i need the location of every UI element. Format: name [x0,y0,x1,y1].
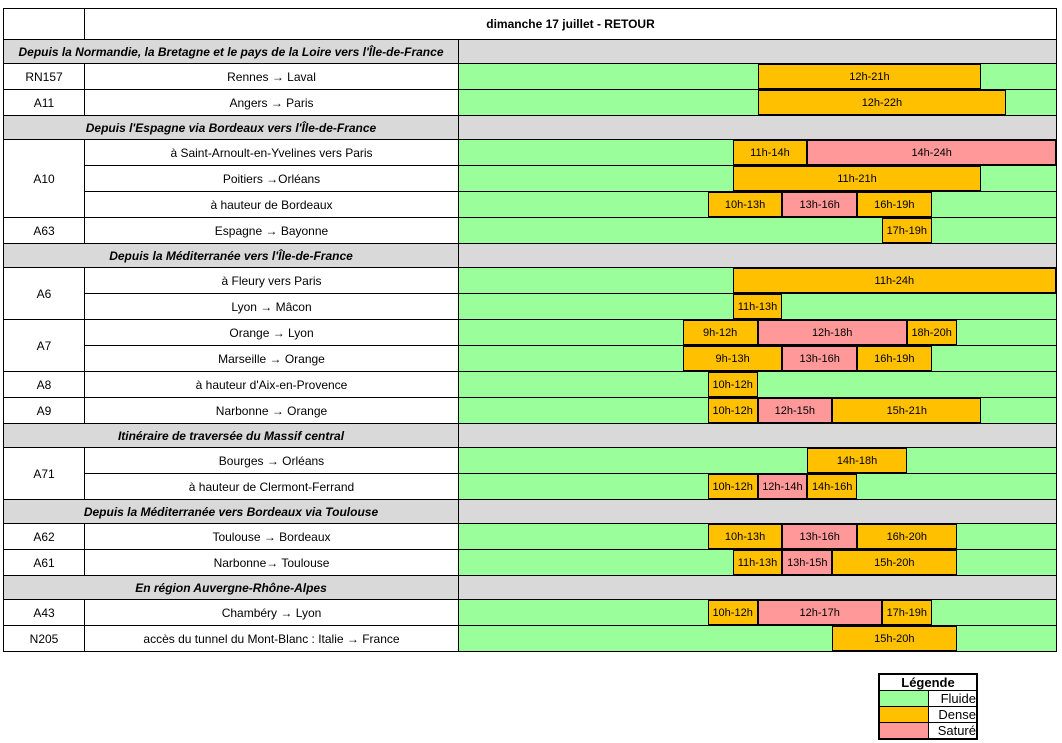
route-row [4,550,1057,576]
route-cell: accès du tunnel du Mont-Blanc : Italie → France [85,626,459,652]
traffic-segment-dense: 11h-13h [733,550,783,575]
section-header-label: Itinéraire de traversée du Massif central [4,424,459,448]
road-cell: A63 [4,218,85,244]
traffic-table [3,8,1057,652]
section-header-label: Depuis la Méditerranée vers Bordeaux via Toulouse [4,500,459,524]
legend-swatch-fluide [879,691,928,707]
route-row [4,346,1057,372]
traffic-segment-dense: 12h-22h [758,90,1007,115]
table-title: dimanche 17 juillet - RETOUR [85,9,1057,40]
timeline-cell [459,448,1057,474]
traffic-segment-dense: 17h-19h [882,600,932,625]
route-cell: à Saint-Arnoult-en-Yvelines vers Paris [85,140,459,166]
road-cell: N205 [4,626,85,652]
route-cell: à hauteur de Clermont-Ferrand [85,474,459,500]
route-cell: Narbonne → Orange [85,398,459,424]
route-cell: Orange → Lyon [85,320,459,346]
route-cell: à Fleury vers Paris [85,268,459,294]
traffic-segment-dense: 9h-12h [683,320,758,345]
section-row [4,576,1057,600]
traffic-segment-dense: 17h-19h [882,218,932,243]
section-header-timeline [459,576,1057,600]
legend-title: Légende [879,674,977,691]
legend-row [879,723,977,740]
road-cell: A6 [4,268,85,320]
legend-title-row [879,674,977,691]
timeline-cell [459,192,1057,218]
section-header-timeline [459,244,1057,268]
route-cell: Rennes → Laval [85,64,459,90]
section-header-timeline [459,116,1057,140]
traffic-segment-sature: 12h-14h [758,474,808,499]
table-body [4,9,1057,652]
section-row [4,116,1057,140]
legend-body [879,674,977,739]
traffic-segment-dense: 10h-12h [708,600,758,625]
legend [878,673,978,740]
timeline-cell [459,474,1057,500]
road-cell: A62 [4,524,85,550]
traffic-segment-dense: 16h-19h [857,346,932,371]
title-row [4,9,1057,40]
road-cell: A71 [4,448,85,500]
route-row [4,320,1057,346]
timeline-cell [459,372,1057,398]
traffic-segment-dense: 15h-20h [832,550,956,575]
traffic-segment-sature: 13h-16h [782,524,857,549]
road-cell: A9 [4,398,85,424]
timeline-cell [459,218,1057,244]
road-cell: A7 [4,320,85,372]
traffic-segment-dense: 11h-13h [733,294,783,319]
route-row [4,268,1057,294]
legend-swatch-sature [879,723,928,740]
timeline-cell [459,550,1057,576]
legend-label: Saturé [928,723,977,740]
section-header-timeline [459,500,1057,524]
traffic-segment-dense: 10h-12h [708,474,758,499]
legend-row [879,691,977,707]
timeline-cell [459,166,1057,192]
timeline-cell [459,268,1057,294]
traffic-segment-sature: 13h-16h [782,192,857,217]
timeline-cell [459,140,1057,166]
traffic-segment-dense: 15h-21h [832,398,981,423]
traffic-segment-dense: 16h-20h [857,524,957,549]
timeline-cell [459,398,1057,424]
traffic-segment-dense: 9h-13h [683,346,783,371]
traffic-segment-dense: 11h-14h [733,140,808,165]
route-row [4,166,1057,192]
traffic-segment-dense: 11h-24h [733,268,1056,293]
route-row [4,90,1057,116]
legend-row [879,707,977,723]
route-cell: Espagne → Bayonne [85,218,459,244]
timeline-cell [459,346,1057,372]
section-header-timeline [459,40,1057,64]
traffic-segment-dense: 10h-12h [708,372,758,397]
road-cell: A8 [4,372,85,398]
traffic-segment-dense: 12h-21h [758,64,982,89]
traffic-segment-sature: 13h-15h [782,550,832,575]
timeline-cell [459,90,1057,116]
route-row [4,448,1057,474]
route-cell: Narbonne→ Toulouse [85,550,459,576]
route-row [4,398,1057,424]
route-row [4,64,1057,90]
route-row [4,218,1057,244]
section-row [4,244,1057,268]
route-cell: Poitiers →Orléans [85,166,459,192]
section-header-label: Depuis l'Espagne via Bordeaux vers l'Île-de-France [4,116,459,140]
road-cell: A10 [4,140,85,218]
road-cell: A11 [4,90,85,116]
route-cell: Lyon → Mâcon [85,294,459,320]
traffic-segment-dense: 18h-20h [907,320,957,345]
traffic-segment-dense: 14h-18h [807,448,907,473]
road-cell: A61 [4,550,85,576]
timeline-cell [459,64,1057,90]
traffic-segment-dense: 11h-21h [733,166,982,191]
route-cell: Marseille → Orange [85,346,459,372]
route-row [4,524,1057,550]
traffic-segment-dense: 10h-12h [708,398,758,423]
route-cell: Bourges → Orléans [85,448,459,474]
section-row [4,500,1057,524]
traffic-segment-dense: 14h-16h [807,474,857,499]
route-cell: à hauteur de Bordeaux [85,192,459,218]
timeline-cell [459,626,1057,652]
traffic-segment-sature: 13h-16h [782,346,857,371]
section-row [4,40,1057,64]
route-cell: à hauteur d'Aix-en-Provence [85,372,459,398]
traffic-segment-sature: 12h-17h [758,600,882,625]
traffic-segment-dense: 10h-13h [708,524,783,549]
traffic-segment-sature: 12h-15h [758,398,833,423]
route-cell: Chambéry → Lyon [85,600,459,626]
traffic-segment-dense: 16h-19h [857,192,932,217]
section-header-label: En région Auvergne-Rhône-Alpes [4,576,459,600]
timeline-cell [459,320,1057,346]
timeline-cell [459,600,1057,626]
route-cell: Angers → Paris [85,90,459,116]
route-row [4,626,1057,652]
section-header-label: Depuis la Normandie, la Bretagne et le pays de la Loire vers l'Île-de-France [4,40,459,64]
route-row [4,140,1057,166]
route-row [4,372,1057,398]
traffic-segment-dense: 15h-20h [832,626,956,651]
route-row [4,474,1057,500]
legend-label: Dense [928,707,977,723]
traffic-segment-dense: 10h-13h [708,192,783,217]
legend-swatch-dense [879,707,928,723]
route-row [4,294,1057,320]
timeline-cell [459,294,1057,320]
legend-label: Fluide [928,691,977,707]
route-row [4,600,1057,626]
section-row [4,424,1057,448]
route-row [4,192,1057,218]
route-cell: Toulouse → Bordeaux [85,524,459,550]
section-header-timeline [459,424,1057,448]
title-row-spacer [4,9,85,40]
section-header-label: Depuis la Méditerranée vers l'Île-de-France [4,244,459,268]
traffic-segment-sature: 14h-24h [807,140,1056,165]
timeline-cell [459,524,1057,550]
traffic-segment-sature: 12h-18h [758,320,907,345]
road-cell: RN157 [4,64,85,90]
road-cell: A43 [4,600,85,626]
